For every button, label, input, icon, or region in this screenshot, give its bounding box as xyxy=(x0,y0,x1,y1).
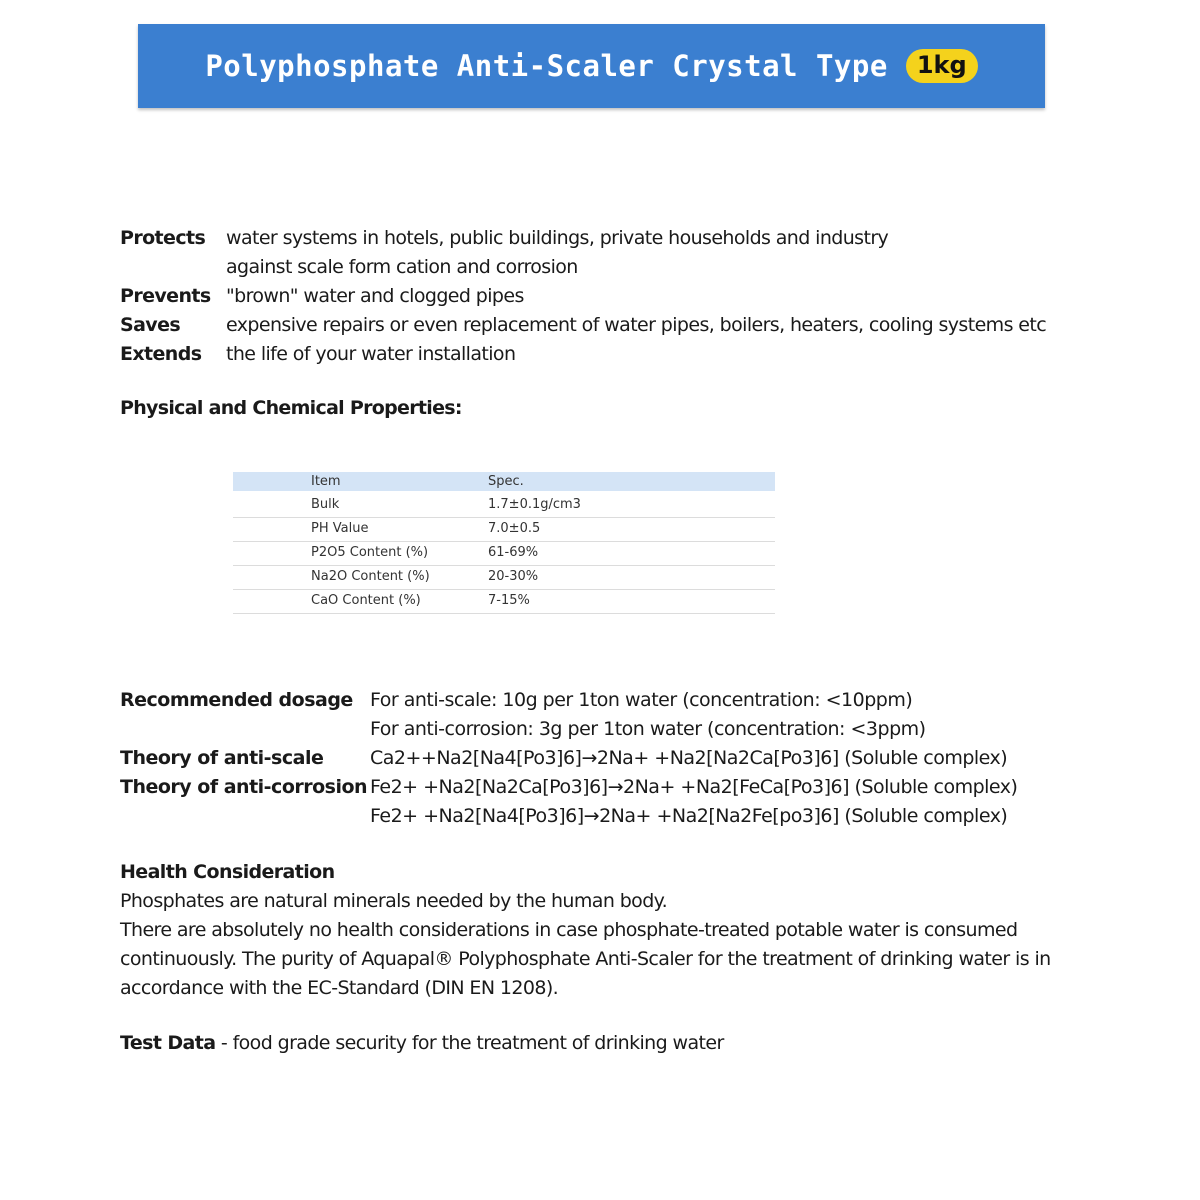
feature-term: Prevents xyxy=(120,285,211,307)
feature-term: Extends xyxy=(120,343,202,365)
cell-item: P2O5 Content (%) xyxy=(311,545,429,560)
cell-item: CaO Content (%) xyxy=(311,593,421,608)
health-section xyxy=(120,858,1120,1003)
dosage-term: Theory of anti-scale xyxy=(120,747,324,769)
table-row xyxy=(233,542,775,566)
cell-item: Na2O Content (%) xyxy=(311,569,430,584)
dosage-desc: For anti-corrosion: 3g per 1ton water (concentration: <3ppm) xyxy=(370,718,926,740)
cell-spec: 61-69% xyxy=(488,545,539,560)
feature-row xyxy=(120,224,1046,253)
health-line: There are absolutely no health considerations in case phosphate-treated potable water is consumed xyxy=(120,919,1018,941)
table-row xyxy=(233,518,775,542)
dosage-desc: Fe2+ +Na2[Na4[Po3]6]→2Na+ +Na2[Na2Fe[po3]6] (Soluble complex) xyxy=(370,805,1008,827)
dosage-desc: Ca2++Na2[Na4[Po3]6]→2Na+ +Na2[Na2Ca[Po3]6] (Soluble complex) xyxy=(370,747,1008,769)
feature-desc: water systems in hotels, public buildings, private households and industry xyxy=(226,227,889,249)
title-banner xyxy=(138,24,1045,108)
health-line: Phosphates are natural minerals needed by the human body. xyxy=(120,890,668,912)
dosage-section xyxy=(120,686,1017,831)
cell-spec: 7.0±0.5 xyxy=(488,521,541,536)
test-data-label: Test Data xyxy=(120,1032,216,1054)
feature-row xyxy=(120,253,1046,282)
feature-list xyxy=(120,224,1046,369)
dosage-desc: For anti-scale: 10g per 1ton water (concentration: <10ppm) xyxy=(370,689,913,711)
cell-spec: 7-15% xyxy=(488,593,530,608)
cell-item: PH Value xyxy=(311,521,369,536)
dosage-desc: Fe2+ +Na2[Na2Ca[Po3]6]→2Na+ +Na2[FeCa[Po3]6] (Soluble complex) xyxy=(370,776,1018,798)
cell-spec: 20-30% xyxy=(488,569,539,584)
dosage-row xyxy=(120,715,1017,744)
weight-badge: 1kg xyxy=(906,49,978,83)
table-header xyxy=(233,472,775,491)
feature-desc: "brown" water and clogged pipes xyxy=(226,285,524,307)
table-row xyxy=(233,590,775,614)
health-line: continuously. The purity of Aquapal® Polyphosphate Anti-Scaler for the treatment of drinking water is in xyxy=(120,948,1051,970)
feature-row xyxy=(120,311,1046,340)
feature-desc: expensive repairs or even replacement of water pipes, boilers, heaters, cooling systems etc xyxy=(226,314,1047,336)
properties-table xyxy=(233,472,775,614)
test-data xyxy=(120,1032,724,1054)
dosage-row xyxy=(120,773,1017,802)
feature-row xyxy=(120,282,1046,311)
cell-spec: 1.7±0.1g/cm3 xyxy=(488,497,581,512)
dosage-row xyxy=(120,744,1017,773)
properties-heading: Physical and Chemical Properties: xyxy=(120,397,462,419)
feature-term: Saves xyxy=(120,314,181,336)
dosage-term: Recommended dosage xyxy=(120,689,353,711)
dosage-term: Theory of anti-corrosion xyxy=(120,776,368,798)
health-heading: Health Consideration xyxy=(120,861,335,883)
column-header-item: Item xyxy=(311,474,341,489)
feature-desc: the life of your water installation xyxy=(226,343,516,365)
column-header-spec: Spec. xyxy=(488,474,524,489)
banner-title: Polyphosphate Anti-Scaler Crystal Type xyxy=(205,49,888,83)
table-row xyxy=(233,494,775,518)
feature-desc: against scale form cation and corrosion xyxy=(226,256,578,278)
health-line: accordance with the EC-Standard (DIN EN 1208). xyxy=(120,977,559,999)
dosage-row xyxy=(120,802,1017,831)
dosage-row xyxy=(120,686,1017,715)
feature-row xyxy=(120,340,1046,369)
test-data-text: - food grade security for the treatment of drinking water xyxy=(215,1032,724,1054)
feature-term: Protects xyxy=(120,227,206,249)
table-row xyxy=(233,566,775,590)
cell-item: Bulk xyxy=(311,497,340,512)
